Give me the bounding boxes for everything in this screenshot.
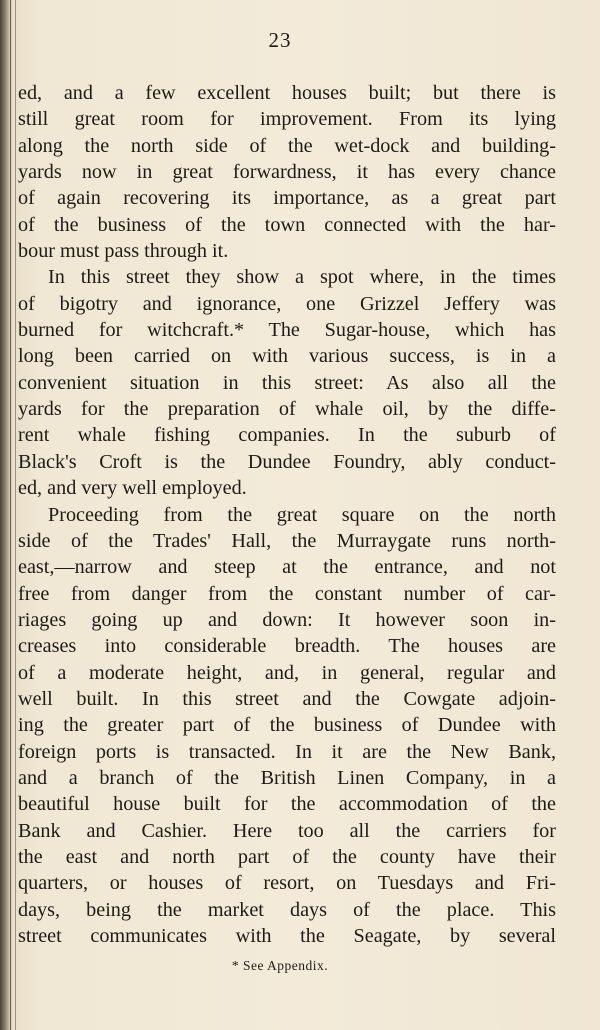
text-line: Proceeding from the great square on the north	[48, 503, 556, 526]
text-line: of a moderate height, and, in general, regular and	[18, 661, 556, 684]
text-line: In this street they show a spot where, in the times	[48, 266, 556, 289]
text-line: well built. In this street and the Cowgate adjoin-	[18, 687, 556, 710]
text-line: of bigotry and ignorance, one Grizzel Jeffery was	[18, 292, 556, 315]
text-line: ed, and very well employed.	[18, 477, 247, 500]
text-line: the east and north part of the county have their	[18, 845, 556, 868]
text-line: riages going up and down: It however soon in-	[18, 608, 556, 631]
text-line: along the north side of the wet-dock and building-	[18, 134, 556, 157]
text-line: of again recovering its importance, as a great part	[18, 187, 556, 210]
footnote: * See Appendix.	[231, 958, 329, 973]
text-line: long been carried on with various success, is in a	[18, 345, 556, 368]
text-line: Bank and Cashier. Here too all the carriers for	[18, 819, 556, 842]
text-line: ed, and a few excellent houses built; but there is	[18, 82, 556, 104]
text-line: of the business of the town connected with the har-	[18, 213, 556, 236]
text-line: days, being the market days of the place. This	[18, 898, 556, 921]
text-line: Black's Croft is the Dundee Foundry, ably conduct-	[18, 450, 556, 473]
text-line: ing the greater part of the business of Dundee with	[18, 714, 556, 737]
text-line: bour must pass through it.	[18, 240, 229, 263]
text-line: yards for the preparation of whale oil, by the diffe-	[18, 398, 556, 421]
text-line: convenient situation in this street: As also all the	[18, 371, 556, 394]
page-number: 23	[268, 28, 292, 52]
text-line: foreign ports is transacted. In it are the New Bank,	[18, 740, 556, 763]
body-text	[18, 80, 556, 949]
binding-edge	[10, 0, 11, 1030]
text-line: yards now in great forwardness, it has every chance	[18, 161, 556, 184]
text-line: free from danger from the constant number of car-	[18, 582, 556, 605]
text-line: quarters, or houses of resort, on Tuesdays and Fri-	[18, 872, 556, 895]
text-line: side of the Trades' Hall, the Murraygate runs north-	[18, 529, 556, 552]
text-line: burned for witchcraft.* The Sugar-house, which has	[18, 319, 556, 342]
binding-edge-inner	[15, 0, 16, 1030]
text-line: still great room for improvement. From its lying	[18, 108, 556, 131]
text-line: and a branch of the British Linen Company, in a	[18, 766, 556, 789]
text-line: creases into considerable breadth. The houses are	[18, 635, 556, 658]
text-line: east,—narrow and steep at the entrance, and not	[18, 556, 556, 579]
binding-gutter	[0, 0, 14, 1030]
text-line: rent whale fishing companies. In the suburb of	[18, 424, 556, 447]
text-line: beautiful house built for the accommodation of the	[18, 793, 556, 816]
text-line: street communicates with the Seagate, by several	[18, 925, 556, 947]
